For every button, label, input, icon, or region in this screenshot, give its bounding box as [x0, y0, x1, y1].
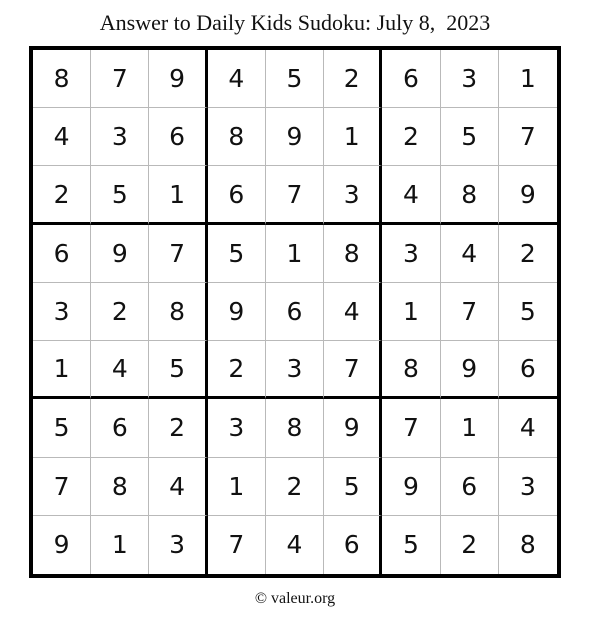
- sudoku-cell: 9: [33, 516, 91, 574]
- sudoku-cell: 3: [33, 283, 91, 341]
- sudoku-cell: 3: [441, 50, 499, 108]
- sudoku-cell: 8: [149, 283, 207, 341]
- sudoku-grid: [29, 46, 561, 578]
- sudoku-cell: 8: [519, 530, 536, 560]
- sudoku-cell: 8: [266, 399, 324, 457]
- sudoku-cell: 4: [324, 283, 382, 341]
- sudoku-cell: 1: [382, 283, 440, 341]
- sudoku-cell: 6: [441, 458, 499, 516]
- sudoku-cell: 1: [266, 225, 324, 283]
- sudoku-cell: 9: [441, 341, 499, 399]
- sudoku-cell: 4: [382, 166, 440, 224]
- sudoku-cell: 4: [149, 458, 207, 516]
- sudoku-cell: 9: [266, 108, 324, 166]
- sudoku-cell: 8: [441, 166, 499, 224]
- sudoku-cell: 6: [266, 283, 324, 341]
- sudoku-cell: 3: [499, 458, 557, 516]
- sudoku-cell: 7: [324, 341, 382, 399]
- sudoku-cell: 8: [382, 341, 440, 399]
- sudoku-cell: 4: [91, 341, 149, 399]
- sudoku-cell: 6: [499, 341, 557, 399]
- sudoku-cell: 6: [208, 166, 266, 224]
- sudoku-cell: 7: [499, 108, 557, 166]
- sudoku-cell: 6: [149, 108, 207, 166]
- sudoku-cell: 7: [441, 283, 499, 341]
- copyright-footer: © valeur.org: [254, 590, 336, 607]
- sudoku-cell: 7: [382, 399, 440, 457]
- sudoku-cell: 4: [266, 516, 324, 574]
- sudoku-cell: 5: [499, 283, 557, 341]
- sudoku-cell: 2: [266, 458, 324, 516]
- sudoku-cell: 2: [91, 283, 149, 341]
- sudoku-cell: 7: [91, 50, 149, 108]
- sudoku-cell: 3: [91, 108, 149, 166]
- sudoku-cell: 2: [149, 399, 207, 457]
- sudoku-cell: 7: [208, 516, 266, 574]
- sudoku-cell: 1: [149, 166, 207, 224]
- sudoku-board: [29, 46, 561, 578]
- sudoku-cell: 4: [33, 108, 91, 166]
- sudoku-cell: 1: [33, 341, 91, 399]
- sudoku-cell: 5: [91, 166, 149, 224]
- sudoku-cell: 9: [324, 399, 382, 457]
- sudoku-cell: 6: [91, 399, 149, 457]
- sudoku-cell: 5: [33, 399, 91, 457]
- sudoku-cell: 8: [324, 225, 382, 283]
- sudoku-cell: 3: [266, 341, 324, 399]
- sudoku-cell: 1: [499, 50, 557, 108]
- sudoku-cell: 3: [324, 166, 382, 224]
- sudoku-cell: 6: [33, 225, 91, 283]
- sudoku-cell: 7: [149, 225, 207, 283]
- sudoku-cell: 3: [208, 399, 266, 457]
- sudoku-cell: 2: [33, 166, 91, 224]
- sudoku-cell: 8: [208, 108, 266, 166]
- sudoku-cell: 4: [441, 225, 499, 283]
- sudoku-cell: 8: [91, 458, 149, 516]
- sudoku-cell: 9: [149, 50, 207, 108]
- sudoku-cell: 1: [208, 458, 266, 516]
- sudoku-cell: 9: [499, 166, 557, 224]
- sudoku-cell: 5: [324, 458, 382, 516]
- page-title: Answer to Daily Kids Sudoku: July 8, 2023: [99, 10, 491, 35]
- sudoku-cell: 3: [382, 225, 440, 283]
- sudoku-cell: 5: [149, 341, 207, 399]
- sudoku-cell: 2: [441, 516, 499, 574]
- sudoku-cell: 9: [208, 283, 266, 341]
- sudoku-cell: 2: [499, 225, 557, 283]
- sudoku-cell: 7: [33, 458, 91, 516]
- sudoku-cell: 3: [149, 516, 207, 574]
- sudoku-cell: 1: [441, 399, 499, 457]
- sudoku-cell: 5: [266, 50, 324, 108]
- sudoku-cell: 1: [91, 516, 149, 574]
- sudoku-cell: 5: [441, 108, 499, 166]
- sudoku-cell: 2: [324, 50, 382, 108]
- sudoku-cell: 2: [208, 341, 266, 399]
- sudoku-cell: 5: [382, 516, 440, 574]
- sudoku-cell: 9: [382, 458, 440, 516]
- sudoku-cell: 8: [33, 50, 91, 108]
- sudoku-cell: 6: [382, 50, 440, 108]
- sudoku-cell: 5: [208, 225, 266, 283]
- sudoku-cell: 7: [266, 166, 324, 224]
- sudoku-cell: 2: [382, 108, 440, 166]
- sudoku-cell: 4: [208, 50, 266, 108]
- sudoku-cell: 4: [499, 399, 557, 457]
- sudoku-cell: 9: [91, 225, 149, 283]
- sudoku-cell: 6: [324, 516, 382, 574]
- sudoku-cell: 1: [324, 108, 382, 166]
